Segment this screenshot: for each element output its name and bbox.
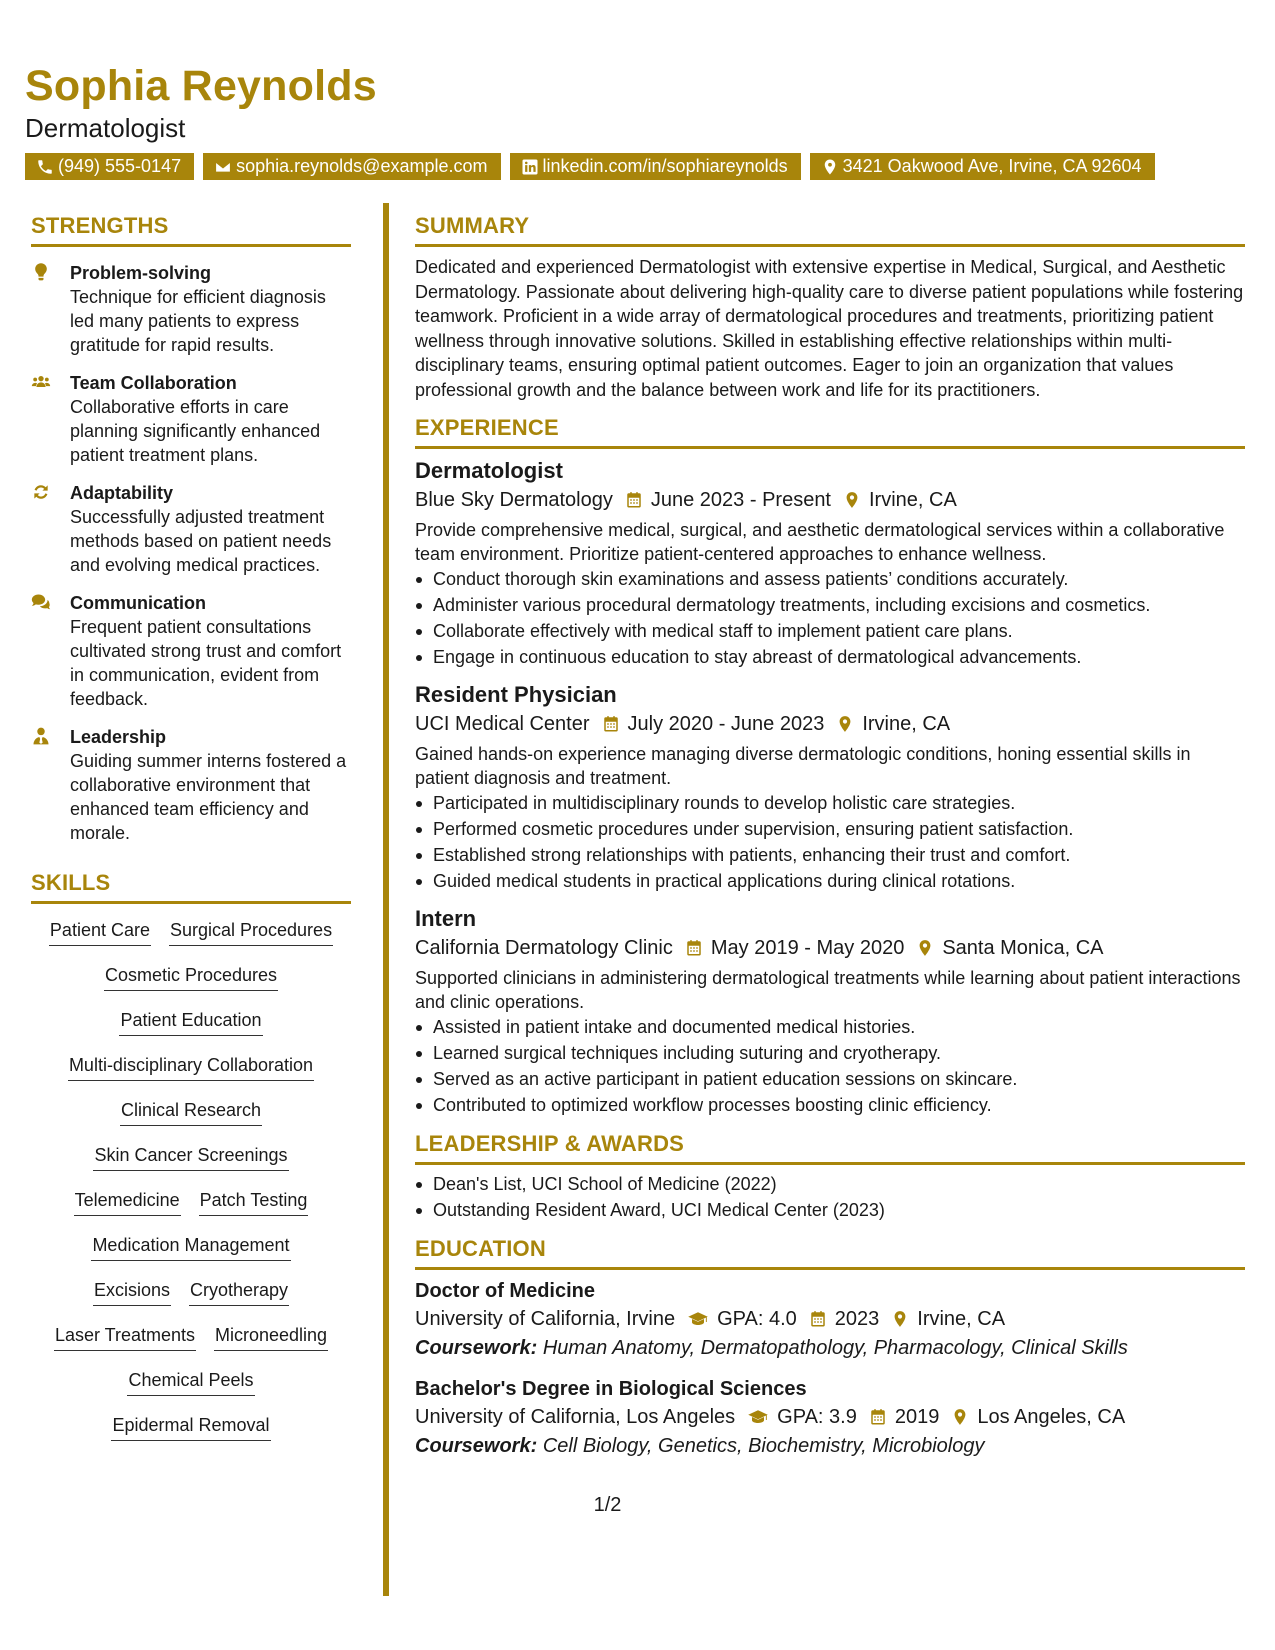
coursework-text: Cell Biology, Genetics, Biochemistry, Microbiology (542, 1435, 985, 1457)
skill-tag: Medication Management (91, 1233, 290, 1261)
resume-header (25, 62, 1265, 180)
left-column (31, 212, 351, 1458)
sync-icon (31, 481, 70, 577)
graduation-cap-icon (687, 1310, 709, 1328)
education-title: EDUCATION (415, 1235, 1245, 1270)
strengths-title: STRENGTHS (31, 212, 351, 247)
gpa: GPA: 4.0 (717, 1308, 797, 1330)
strength-desc: Successfully adjusted treatment methods based on patient needs and evolving medical practices. (70, 507, 332, 575)
job-description: Provide comprehensive medical, surgical, and aesthetic dermatological services within a collaborative team environment. Prioritize patient-centered approaches to enhance wellness. (415, 520, 1225, 564)
phone-icon (36, 158, 54, 176)
strength-title: Leadership (70, 727, 167, 747)
candidate-role: Dermatologist (25, 113, 186, 143)
skill-tag: Laser Treatments (54, 1323, 196, 1351)
skill-tag: Patient Care (49, 918, 151, 946)
skill-tag: Patient Education (119, 1008, 262, 1036)
skill-tag: Clinical Research (120, 1098, 262, 1126)
job-location: Irvine, CA (869, 489, 957, 511)
skill-row (91, 1233, 290, 1278)
strength-item (31, 371, 351, 467)
map-pin-icon (836, 715, 854, 733)
skill-tag: Surgical Procedures (169, 918, 333, 946)
job-meta (415, 709, 1245, 739)
job-meta (415, 933, 1245, 963)
list-item: Participated in multidisciplinary rounds to develop holistic care strategies. (415, 790, 1245, 816)
skill-tag: Telemedicine (74, 1188, 181, 1216)
map-pin-icon (843, 491, 861, 509)
calendar-icon (685, 939, 703, 957)
page-number: 1/2 (593, 1494, 622, 1516)
coursework-text: Human Anatomy, Dermatopathology, Pharmacology, Clinical Skills (542, 1337, 1128, 1359)
contact-phone[interactable] (25, 153, 194, 180)
summary-title: SUMMARY (415, 212, 1245, 247)
skills-title: SKILLS (31, 869, 351, 904)
skill-tag: Epidermal Removal (111, 1413, 270, 1441)
strength-desc: Guiding summer interns fostered a collaborative environment that enhanced team efficiency and morale. (70, 751, 347, 843)
skill-tag: Cryotherapy (189, 1278, 289, 1306)
education-meta (415, 1402, 1245, 1432)
education-entry (415, 1376, 1245, 1460)
skill-row (74, 1188, 309, 1233)
education-entry (415, 1278, 1245, 1362)
skill-tag: Microneedling (214, 1323, 328, 1351)
school-name: University of California, Irvine (415, 1308, 676, 1330)
contact-linkedin[interactable] (510, 153, 801, 180)
job-location: Santa Monica, CA (942, 937, 1104, 959)
job-bullets (415, 566, 1245, 670)
school-location: Irvine, CA (917, 1308, 1006, 1330)
column-divider (383, 203, 389, 1596)
job-company: UCI Medical Center (415, 713, 590, 735)
map-pin-icon (916, 939, 934, 957)
skill-row (127, 1368, 254, 1413)
list-item: Administer various procedural dermatology treatments, including excisions and cosmetics. (415, 592, 1245, 618)
strength-item (31, 725, 351, 845)
job-title: Dermatologist (415, 458, 563, 483)
job-description: Supported clinicians in administering dermatological treatments while learning about patient interactions and clinic operations. (415, 968, 1241, 1012)
user-tie-icon (31, 725, 70, 845)
calendar-icon (625, 491, 643, 509)
job-entry (415, 681, 1245, 894)
strength-item (31, 591, 351, 711)
strength-desc: Collaborative efforts in care planning significantly enhanced patient treatment plans. (70, 397, 321, 465)
strength-item (31, 481, 351, 577)
list-item: Served as an active participant in patient education sessions on skincare. (415, 1066, 1245, 1092)
graduation-year: 2019 (894, 1406, 940, 1428)
skill-row (93, 1143, 288, 1188)
awards-title: LEADERSHIP & AWARDS (415, 1130, 1245, 1165)
strength-title: Problem-solving (70, 263, 212, 283)
strength-title: Communication (70, 593, 207, 613)
right-column (415, 212, 1245, 1460)
job-location: Irvine, CA (862, 713, 951, 735)
coursework-label: Coursework: (415, 1435, 538, 1457)
skill-tag: Multi-disciplinary Collaboration (68, 1053, 314, 1081)
skill-row (119, 1008, 262, 1053)
map-pin-icon (951, 1408, 969, 1426)
candidate-name: Sophia Reynolds (25, 62, 377, 110)
job-bullets (415, 790, 1245, 894)
skill-tag: Skin Cancer Screenings (93, 1143, 288, 1171)
calendar-icon (602, 715, 620, 733)
job-dates: May 2019 - May 2020 (710, 937, 905, 959)
list-item: Dean's List, UCI School of Medicine (2022) (415, 1171, 1245, 1197)
list-item: Collaborate effectively with medical staff to implement patient care plans. (415, 618, 1245, 644)
job-entry (415, 457, 1245, 670)
coursework (415, 1432, 1245, 1460)
job-description: Gained hands-on experience managing diverse dermatologic conditions, honing essential skills in patient diagnosis and treatment. (415, 744, 1191, 788)
coursework-label: Coursework: (415, 1337, 538, 1359)
skill-row (54, 1323, 328, 1368)
contact-address-text: 3421 Oakwood Ave, Irvine, CA 92604 (842, 156, 1142, 176)
linkedin-icon (521, 158, 539, 176)
calendar-icon (869, 1408, 887, 1426)
degree-title: Bachelor's Degree in Biological Sciences (415, 1378, 807, 1400)
calendar-icon (809, 1310, 827, 1328)
skill-tag: Excisions (93, 1278, 171, 1306)
job-meta (415, 485, 1245, 515)
envelope-icon (214, 158, 232, 176)
skill-row (111, 1413, 270, 1458)
list-item: Conduct thorough skin examinations and assess patients’ conditions accurately. (415, 566, 1245, 592)
list-item: Learned surgical techniques including suturing and cryotherapy. (415, 1040, 1245, 1066)
strength-title: Adaptability (70, 483, 174, 503)
list-item: Established strong relationships with patients, enhancing their trust and comfort. (415, 842, 1245, 868)
degree-title: Doctor of Medicine (415, 1280, 596, 1302)
strength-desc: Frequent patient consultations cultivated strong trust and comfort in communication, evident from feedback. (70, 617, 342, 709)
list-item: Outstanding Resident Award, UCI Medical Center (2023) (415, 1197, 1245, 1223)
job-dates: July 2020 - June 2023 (627, 713, 825, 735)
contact-email-text: sophia.reynolds@example.com (236, 156, 488, 176)
skill-row (120, 1098, 262, 1143)
lightbulb-icon (31, 261, 70, 357)
job-company: California Dermatology Clinic (415, 937, 673, 959)
job-entry (415, 905, 1245, 1118)
job-bullets (415, 1014, 1245, 1118)
job-title: Resident Physician (415, 682, 617, 707)
gpa: GPA: 3.9 (777, 1406, 857, 1428)
skill-row (68, 1053, 314, 1098)
comments-icon (31, 591, 70, 711)
summary-text: Dedicated and experienced Dermatologist with extensive expertise in Medical, Surgical, and Aesthetic Dermatology. Passionate about delivering high-quality care to diverse patient populations while fostering teamwork. Proficient in a wide array of dermatological procedures and treatments, prioritizing patient wellness through innovative solutions. Skilled in establishing effective relationships within multi-disciplinary teams, ensuring optimal patient outcomes. Eager to join an organization that values professional growth and the balance between work and life for its practitioners. (415, 257, 1244, 400)
list-item: Performed cosmetic procedures under supervision, ensuring patient satisfaction. (415, 816, 1245, 842)
skill-tag: Chemical Peels (127, 1368, 254, 1396)
map-pin-icon (891, 1310, 909, 1328)
contact-address[interactable] (810, 153, 1155, 180)
education-meta (415, 1304, 1245, 1334)
graduation-cap-icon (747, 1408, 769, 1426)
contact-bar (25, 153, 1265, 180)
skill-row (49, 918, 333, 963)
strength-item (31, 261, 351, 357)
skill-row (104, 963, 278, 1008)
graduation-year: 2023 (834, 1308, 880, 1330)
list-item: Contributed to optimized workflow processes boosting clinic efficiency. (415, 1092, 1245, 1118)
contact-phone-text: (949) 555-0147 (58, 156, 182, 176)
map-pin-icon (821, 158, 839, 176)
skill-tag: Cosmetic Procedures (104, 963, 278, 991)
coursework (415, 1334, 1245, 1362)
school-location: Los Angeles, CA (977, 1406, 1126, 1428)
list-item: Engage in continuous education to stay abreast of dermatological advancements. (415, 644, 1245, 670)
contact-linkedin-text: linkedin.com/in/sophiareynolds (542, 156, 788, 176)
users-icon (31, 371, 70, 467)
experience-title: EXPERIENCE (415, 414, 1245, 449)
job-title: Intern (415, 906, 477, 931)
contact-email[interactable] (203, 153, 500, 180)
awards-list (415, 1171, 1245, 1223)
strength-title: Team Collaboration (70, 373, 237, 393)
strengths-list (31, 261, 351, 845)
skill-row (93, 1278, 289, 1323)
school-name: University of California, Los Angeles (415, 1406, 736, 1428)
list-item: Assisted in patient intake and documented medical histories. (415, 1014, 1245, 1040)
job-company: Blue Sky Dermatology (415, 489, 613, 511)
strength-desc: Technique for efficient diagnosis led many patients to express gratitude for rapid results. (70, 287, 326, 355)
job-dates: June 2023 - Present (650, 489, 831, 511)
skills-list (31, 918, 351, 1458)
list-item: Guided medical students in practical applications during clinical rotations. (415, 868, 1245, 894)
skill-tag: Patch Testing (199, 1188, 309, 1216)
